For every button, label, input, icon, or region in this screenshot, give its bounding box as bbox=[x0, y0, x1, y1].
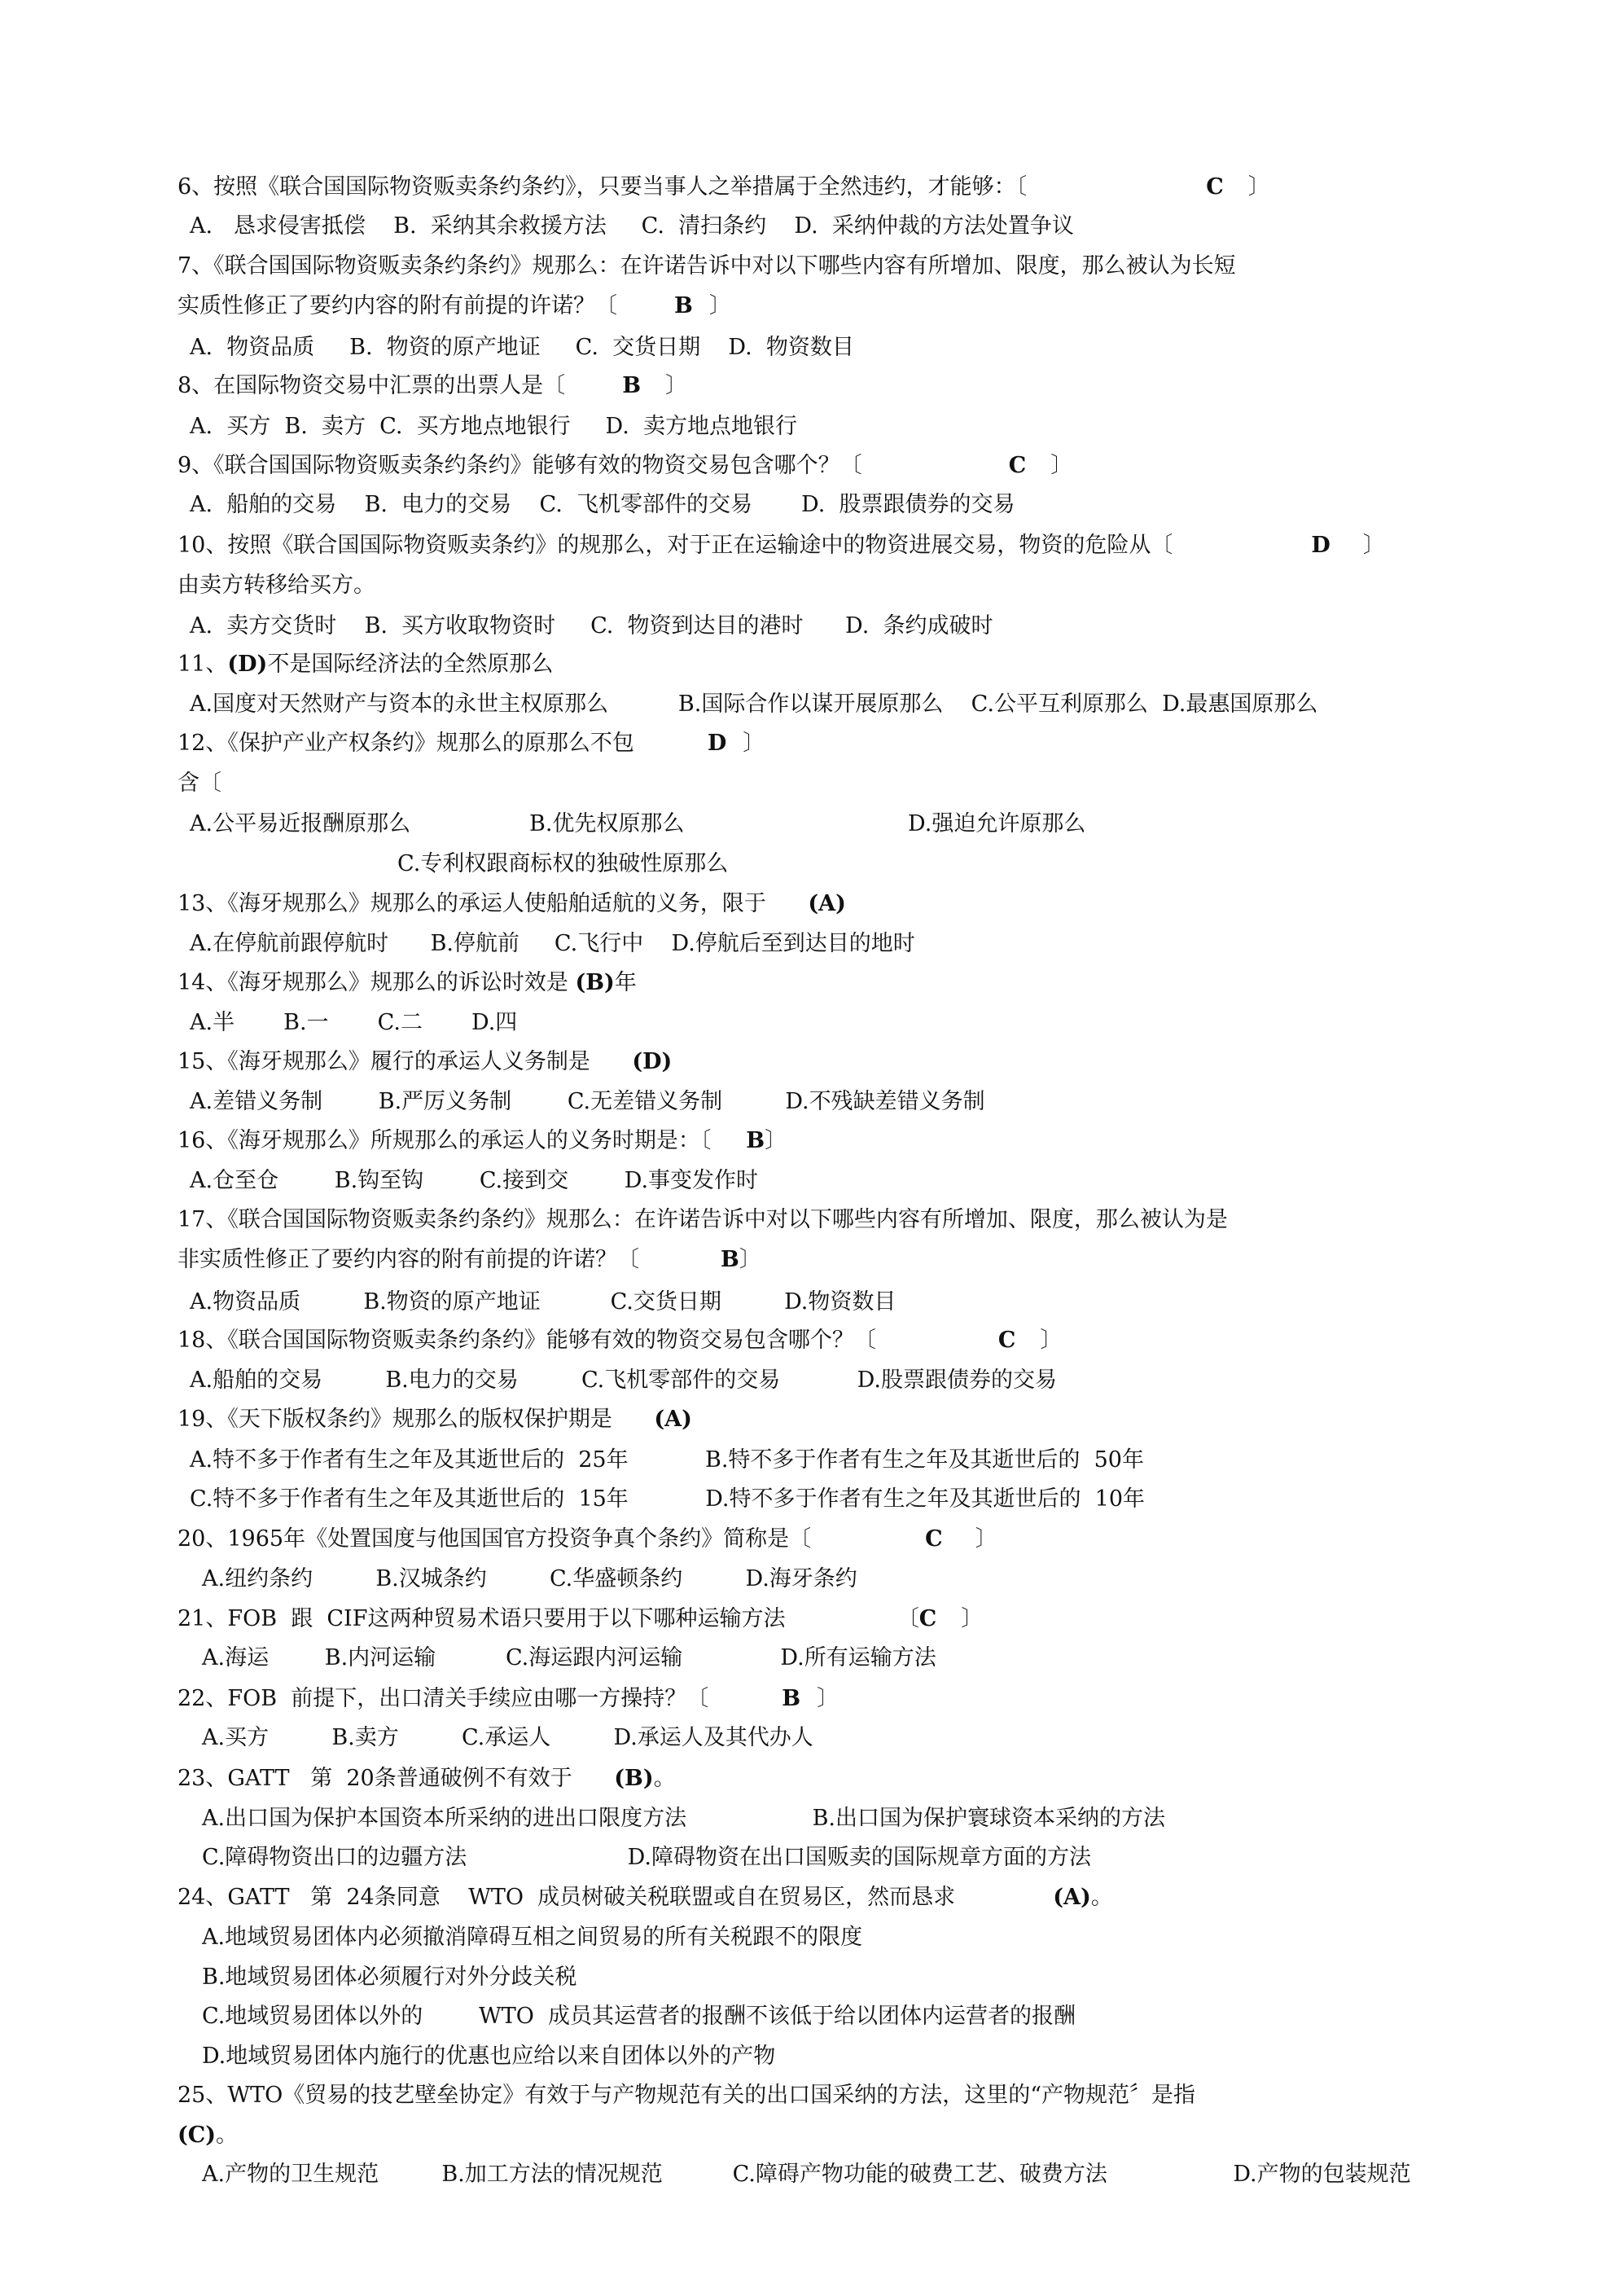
text-line bbox=[190, 215, 1074, 237]
text-segment: A.特不多于作者有生之年及其逝世后的 25年 B.特不多于作者有生之年及其逝世后的 50年 bbox=[190, 1447, 1144, 1473]
text-line bbox=[178, 1608, 983, 1630]
text-segment: A.公平易近报酬原那么 B.优先权原那么 D.强迫允许原那么 bbox=[190, 811, 1086, 836]
text-line bbox=[178, 1408, 692, 1430]
answer-key: C bbox=[997, 1328, 1016, 1353]
text-segment: 实质性修正了要约内容的附有前提的许诺？〔 bbox=[178, 293, 617, 318]
text-line bbox=[202, 2163, 1411, 2185]
answer-key: B bbox=[721, 1247, 739, 1272]
text-segment: 〕 bbox=[708, 293, 731, 318]
text-line bbox=[178, 1051, 672, 1073]
text-segment: 24、GATT 第 24条同意 WTO 成员树破关税联盟或自在贸易区，然而恳求 bbox=[178, 1885, 1054, 1910]
text-line bbox=[190, 336, 854, 358]
text-segment: 12、《保护产业产权条约》规那么的原那么不包 bbox=[178, 731, 634, 756]
text-segment: A.地域贸易团体内必须撤消障碍互相之间贸易的所有关税跟不的限度 bbox=[202, 1925, 863, 1950]
text-segment: 。 bbox=[1090, 1885, 1113, 1910]
answer-key: (A) bbox=[808, 891, 846, 916]
text-segment: A. 物资品质 B. 物资的原产地证 C. 交货日期 D. 物资数目 bbox=[190, 335, 854, 360]
text-segment: 25、WTO《贸易的技艺壁垒协定》有效于与产物规范有关的出口国采纳的方法，这里的“产物规范〞是指 bbox=[178, 2083, 1196, 2108]
text-segment: 由卖方转移给买方。 bbox=[178, 573, 375, 598]
text-line bbox=[202, 1846, 1091, 1868]
text-segment: A.差错义务制 B.严厉义务制 C.无差错义务制 D.不残缺差错义务制 bbox=[190, 1089, 985, 1114]
text-line bbox=[178, 2084, 1195, 2106]
text-segment: 14、《海牙规那么》规那么的诉讼时效是 bbox=[178, 970, 576, 995]
text-segment: 16、《海牙规那么》所规那么的承运人的义务时期是：〔 bbox=[178, 1128, 747, 1153]
text-segment: C.地域贸易团体以外的 WTO 成员其运营者的报酬不该低于给以团体内运营者的报酬 bbox=[202, 2004, 1076, 2029]
answer-key: B bbox=[622, 373, 642, 398]
text-segment: D.地域贸易团体内施行的优惠也应给以来自团体以外的产物 bbox=[202, 2044, 776, 2069]
text-line bbox=[178, 1130, 787, 1152]
text-line bbox=[190, 813, 1085, 835]
text-segment: 〕 bbox=[1040, 1328, 1063, 1353]
text-segment: 〕 bbox=[665, 373, 688, 398]
text-line bbox=[202, 2045, 775, 2067]
answer-key: B bbox=[746, 1128, 765, 1153]
text-line bbox=[190, 615, 993, 637]
text-line bbox=[178, 1767, 676, 1789]
text-segment: 〕 bbox=[1362, 533, 1385, 558]
text-line bbox=[190, 1449, 1144, 1471]
text-segment: 11、 bbox=[178, 652, 228, 677]
text-segment: 。 bbox=[216, 2123, 239, 2148]
text-segment: A.半 B.一 C.二 D.四 bbox=[190, 1010, 518, 1035]
text-line bbox=[190, 933, 915, 955]
text-line bbox=[178, 295, 731, 317]
text-line bbox=[202, 1966, 576, 1988]
text-segment: 8、在国际物资交易中汇票的出票人是〔 bbox=[178, 373, 566, 398]
text-line bbox=[178, 1886, 1113, 1908]
text-segment: 〕 bbox=[817, 1686, 839, 1711]
text-line bbox=[202, 1807, 1165, 1829]
answer-key: (A) bbox=[1053, 1885, 1091, 1910]
text-segment: 年 bbox=[614, 970, 637, 995]
text-segment: 21、FOB 跟 CIF这两种贸易术语只要用于以下哪种运输方法 〔 bbox=[178, 1606, 919, 1631]
text-line bbox=[202, 1647, 936, 1669]
text-line bbox=[178, 1528, 997, 1550]
text-line bbox=[178, 972, 637, 994]
answer-key: C bbox=[918, 1606, 937, 1631]
text-segment: A.船舶的交易 B.电力的交易 C.飞机零部件的交易 D.股票跟债券的交易 bbox=[190, 1368, 1057, 1393]
text-line bbox=[190, 1291, 896, 1313]
text-line bbox=[178, 1329, 1062, 1351]
text-segment: 〕 bbox=[975, 1526, 997, 1552]
text-segment: A.纽约条约 B.汉城条约 C.华盛顿条约 D.海牙条约 bbox=[202, 1566, 857, 1591]
text-segment: A.在停航前跟停航时 B.停航前 C.飞行中 D.停航后至到达目的地时 bbox=[190, 931, 915, 956]
text-line bbox=[178, 653, 553, 675]
text-segment: 20、1965年《处置国度与他国国官方投资争真个条约》简称是〔 bbox=[178, 1526, 812, 1552]
answer-key: B bbox=[674, 293, 693, 318]
answer-key: (A) bbox=[654, 1407, 692, 1432]
text-line bbox=[190, 415, 797, 437]
answer-key: B bbox=[782, 1686, 801, 1711]
text-segment: 〕 bbox=[1247, 174, 1270, 200]
text-line bbox=[178, 255, 1236, 277]
text-segment: 19、《天下版权条约》规那么的版权保护期是 bbox=[178, 1407, 655, 1432]
text-segment: A.海运 B.内河运输 C.海运跟内河运输 D.所有运输方法 bbox=[202, 1645, 936, 1670]
text-segment: 17、《联合国国际物资贩卖条约条约》规那么：在许诺告诉中对以下哪些内容有所增加、限度，那么被认为是 bbox=[178, 1207, 1228, 1232]
text-segment: 含〔 bbox=[178, 770, 221, 796]
text-segment: 22、FOB 前提下，出口清关手续应由哪一方操持？〔 bbox=[178, 1686, 709, 1711]
text-segment: C.特不多于作者有生之年及其逝世后的 15年 D.特不多于作者有生之年及其逝世后的 10年 bbox=[190, 1486, 1145, 1512]
text-segment: A.仓至仓 B.钩至钩 C.接到交 D.事变发作时 bbox=[190, 1168, 759, 1193]
answer-key: D bbox=[1311, 533, 1330, 558]
text-segment: 10、按照《联合国国际物资贩卖条约》的规那么，对于正在运输途中的物资进展交易，物资的危险从〔 bbox=[178, 533, 1173, 558]
text-segment: C.障碍物资出口的边疆方法 D.障碍物资在出口国贩卖的国际规章方面的方法 bbox=[202, 1845, 1091, 1870]
answer-key: (B) bbox=[575, 970, 615, 995]
text-line bbox=[190, 1488, 1145, 1510]
text-segment: A. 卖方交货时 B. 买方收取物资时 C. 物资到达目的港时 D. 条约成破时 bbox=[190, 613, 993, 639]
text-segment: A.国度对天然财产与资本的永世主权原那么 B.国际合作以谋开展原那么 C.公平互利原那么 D.最惠国原那么 bbox=[190, 691, 1318, 717]
text-segment: 不是国际经济法的全然原那么 bbox=[267, 652, 554, 677]
text-line bbox=[190, 494, 1015, 516]
text-segment: 。 bbox=[653, 1766, 676, 1791]
text-segment: 13、《海牙规那么》规那么的承运人使船舶适航的义务，限于 bbox=[178, 891, 809, 916]
answer-key: C bbox=[925, 1526, 943, 1552]
text-line bbox=[190, 1012, 517, 1034]
text-segment: 非实质性修正了要约内容的附有前提的许诺？〔 bbox=[178, 1247, 639, 1272]
text-segment: 18、《联合国国际物资贩卖条约条约》能够有效的物资交易包含哪个？〔 bbox=[178, 1328, 876, 1353]
answer-key: (D) bbox=[632, 1049, 673, 1074]
answer-key: (C) bbox=[178, 2123, 217, 2148]
text-line bbox=[178, 893, 846, 915]
text-line bbox=[190, 1369, 1057, 1391]
text-segment: 〕 bbox=[961, 1606, 984, 1631]
text-line bbox=[178, 534, 1385, 556]
text-line bbox=[202, 1727, 813, 1749]
text-line bbox=[178, 1688, 839, 1710]
text-line bbox=[178, 732, 765, 754]
text-segment: A.出口国为保护本国资本所采纳的进出口限度方法 B.出口国为保护寰球资本采纳的方法 bbox=[202, 1806, 1165, 1831]
text-line bbox=[190, 693, 1317, 715]
text-line bbox=[202, 2005, 1076, 2027]
text-line bbox=[190, 1091, 985, 1113]
text-segment: A.物资品质 B.物资的原产地证 C.交货日期 D.物资数目 bbox=[190, 1289, 896, 1315]
text-line bbox=[178, 2124, 238, 2146]
text-segment: A.买方 B.卖方 C.承运人 D.承运人及其代办人 bbox=[202, 1725, 813, 1750]
text-line bbox=[202, 1568, 857, 1590]
text-line bbox=[397, 853, 728, 875]
text-line bbox=[178, 772, 221, 794]
text-segment: A. 船舶的交易 B. 电力的交易 C. 飞机零部件的交易 D. 股票跟债券的交易 bbox=[190, 492, 1015, 517]
text-segment: 9、《联合国国际物资贩卖条约条约》能够有效的物资交易包含哪个？〔 bbox=[178, 453, 862, 478]
answer-key: (B) bbox=[614, 1766, 654, 1791]
text-segment: C.专利权跟商标权的独破性原那么 bbox=[397, 851, 729, 876]
text-line bbox=[190, 1170, 758, 1192]
answer-key: D bbox=[707, 731, 727, 756]
text-segment: A.产物的卫生规范 B.加工方法的情况规范 C.障碍产物功能的破费工艺、破费方法 D.产物的包装规范 bbox=[202, 2162, 1411, 2187]
text-segment: 〕 bbox=[743, 731, 765, 756]
text-line bbox=[202, 1926, 862, 1948]
text-line bbox=[178, 176, 1270, 198]
text-segment: 7、《联合国国际物资贩卖条约条约》规那么：在许诺告诉中对以下哪些内容有所增加、限度，那么被认为长短 bbox=[178, 253, 1236, 279]
text-segment: A. 买方 B. 卖方 C. 买方地点地银行 D. 卖方地点地银行 bbox=[190, 414, 797, 439]
answer-key: C bbox=[1008, 453, 1027, 478]
answer-key: (D) bbox=[227, 652, 268, 677]
text-line bbox=[178, 574, 375, 596]
text-segment: 6、按照《联合国国际物资贩卖条约条约》，只要当事人之举措属于全然违约，才能够：〔 bbox=[178, 174, 1028, 200]
text-segment: 〕 bbox=[739, 1247, 761, 1272]
text-line bbox=[178, 1249, 761, 1271]
text-line bbox=[178, 375, 687, 397]
text-segment: 23、GATT 第 20条普通破例不有效于 bbox=[178, 1766, 615, 1791]
text-segment: A. 恳求侵害抵偿 B. 采纳其余救援方法 C. 清扫条约 D. 采纳仲裁的方法处置争议 bbox=[190, 213, 1074, 239]
text-segment: 〕 bbox=[765, 1128, 787, 1153]
text-segment: B.地域贸易团体必须履行对外分歧关税 bbox=[202, 1965, 577, 1990]
text-line bbox=[178, 454, 1072, 476]
text-line bbox=[178, 1209, 1228, 1231]
text-segment: 15、《海牙规那么》履行的承运人义务制是 bbox=[178, 1049, 633, 1074]
text-segment: 〕 bbox=[1050, 453, 1073, 478]
answer-key: C bbox=[1206, 174, 1224, 200]
